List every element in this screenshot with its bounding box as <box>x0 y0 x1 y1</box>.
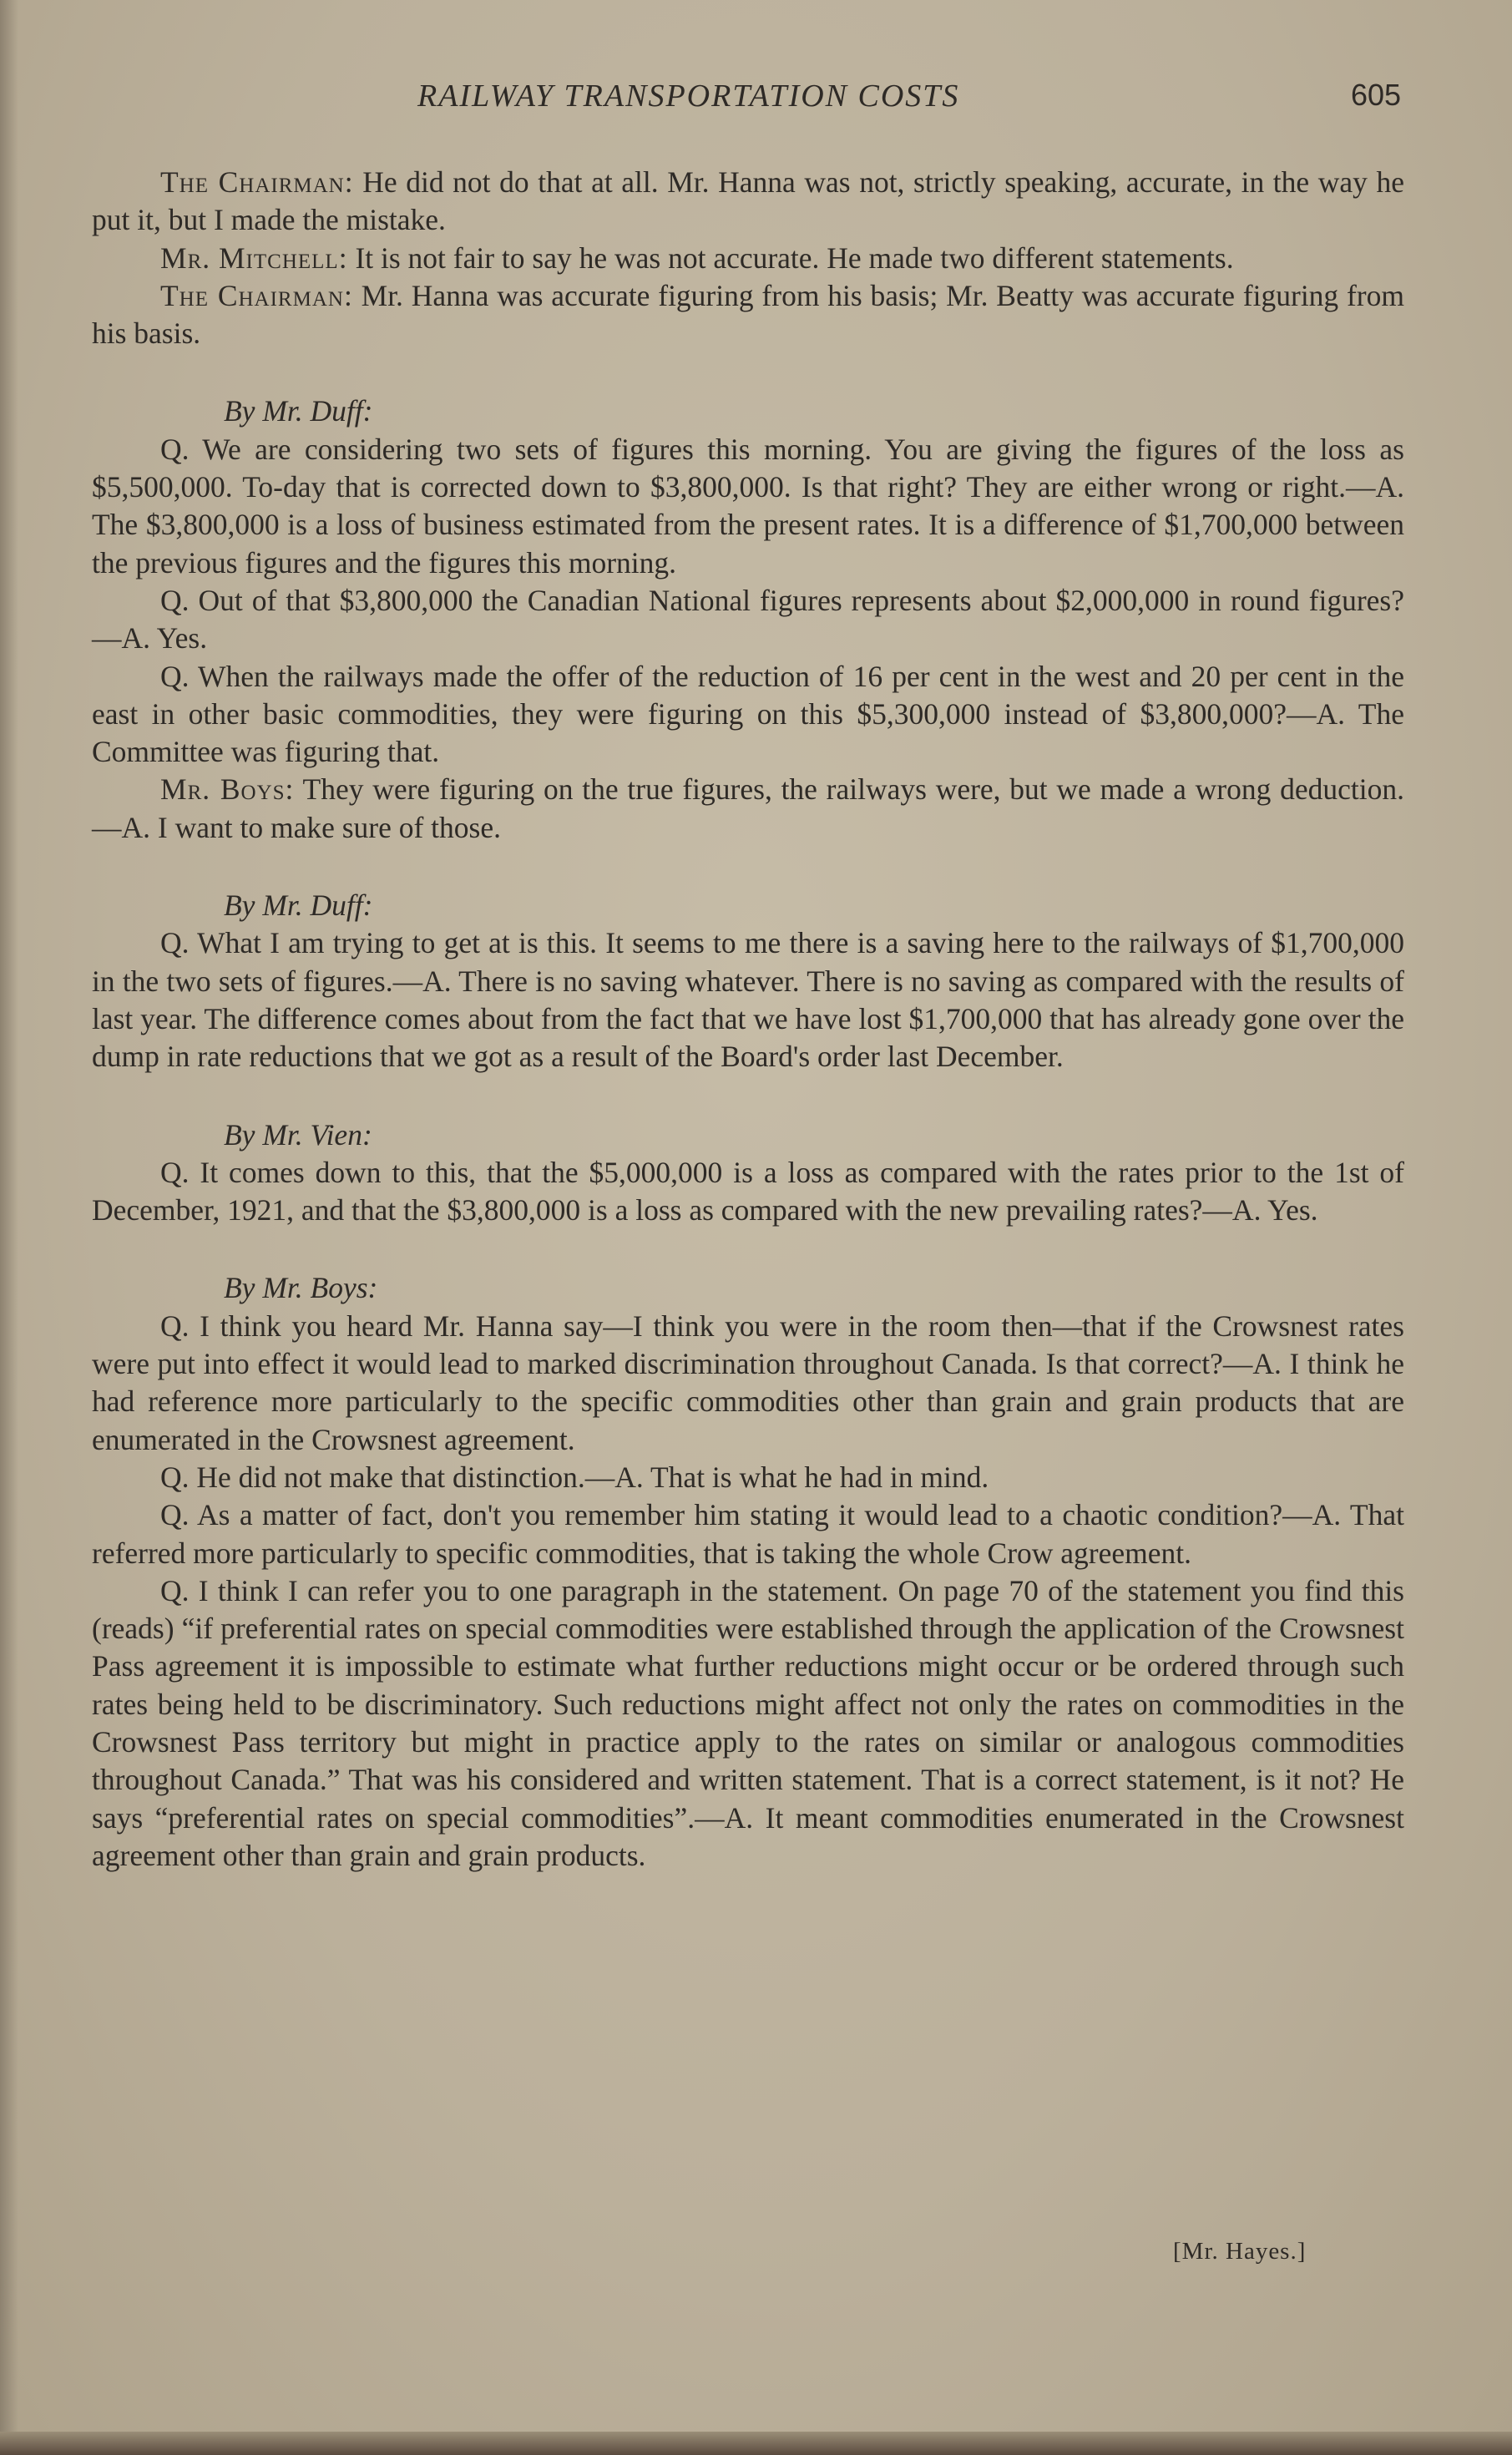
page-bottom-edge <box>0 2432 1512 2455</box>
qa-paragraph: Q. He did not make that distinction.—A. That is what he had in mind. <box>160 1460 989 1494</box>
speaker-label: Mr. Boys: <box>160 772 295 807</box>
qa-paragraph: Q. It comes down to this, that the $5,000,000 is a loss as compared with the rates prior to the 1st of December, 1921, and that the $3,800,000 is a loss as compared with the new prevailing rates?—A. Yes. <box>92 1155 1404 1228</box>
examiner-heading: By Mr. Duff: <box>224 888 373 923</box>
examiner-heading: By Mr. Vien: <box>224 1117 372 1152</box>
qa-paragraph: Q. We are considering two sets of figures this morning. You are giving the figures of the loss as $5,500,000. To-day that is corrected down to $3,800,000. Is that right? They are either wrong or right.—A. The $3,800,000 is a loss of business estimated from the present rates. It is a difference of $1,700,000 between the previous figures and the figures this morning. <box>92 432 1404 580</box>
speaker-label: The Chairman: <box>160 165 354 199</box>
footer-note: [Mr. Hayes.] <box>1173 2238 1307 2265</box>
qa-paragraph: Q. I think I can refer you to one paragraph in the statement. On page 70 of the statement you find this (reads) “if preferential rates on special commodities were established through the application of the Crowsnest Pass agreement it is impossible to estimate what further reductions might occur or be ordered through such rates being held to be discriminatory. Such reductions might affect not only the rates on commodities in the Crowsnest Pass territory but might in practice apply to the rates on similar or analogous commodities throughout Canada.” That was his considered and written statement. That is a correct statement, is it not? He says “preferential rates on special commodities”.—A. It meant commodities enumerated in the Crowsnest agreement other than grain and grain products. <box>92 1573 1404 1872</box>
examiner-heading: By Mr. Boys: <box>224 1271 378 1305</box>
running-head: RAILWAY TRANSPORTATION COSTS <box>417 78 960 114</box>
paragraph-boys <box>92 771 1404 847</box>
paragraph-text: They were figuring on the true figures, the railways were, but we made a wrong deduction.—A. I want to make sure of those. <box>92 772 1404 844</box>
examiner-heading: By Mr. Duff: <box>224 394 373 428</box>
paragraph-2 <box>92 240 1404 277</box>
body-text <box>92 164 1404 1875</box>
qa-paragraph: Q. What I am trying to get at is this. It seems to me there is a saving here to the railways of $1,700,000 in the two sets of figures.—A. There is no saving whatever. There is no saving as compared with the results of last year. The difference comes about from the fact that we have lost $1,700,000 that has already gone over the dump in rate reductions that we got as a result of the Board's order last December. <box>92 926 1404 1074</box>
paragraph-text: Mr. Hanna was accurate figuring from his basis; Mr. Beatty was accurate figuring from his basis. <box>92 278 1404 351</box>
section-gap <box>92 1229 1404 1269</box>
paragraph-text: He did not do that at all. Mr. Hanna was not, strictly speaking, accurate, in the way he put it, but I made the mistake. <box>92 165 1405 237</box>
speaker-label: The Chairman: <box>160 278 353 312</box>
section-gap <box>92 1076 1404 1116</box>
section-gap <box>92 847 1404 887</box>
speaker-label: Mr. Mitchell: <box>160 240 348 275</box>
qa-paragraph: Q. As a matter of fact, don't you remember him stating it would lead to a chaotic condition?—A. That referred more particularly to specific commodities, that is taking the whole Crow agreement. <box>92 1498 1404 1570</box>
qa-paragraph: Q. I think you heard Mr. Hanna say—I think you were in the room then—that if the Crowsnest rates were put into effect it would lead to marked discrimination throughout Canada. Is that correct?—A. I think he had reference more particularly to the specific commodities other than grain and grain products that are enumerated in the Crowsnest agreement. <box>92 1308 1404 1456</box>
qa-paragraph: Q. When the railways made the offer of the reduction of 16 per cent in the west and 20 per cent in the east in other basic commodities, they were figuring on this $5,300,000 instead of $3,800,000?—A. The Committee was figuring that. <box>92 659 1404 769</box>
page-binding-shadow <box>0 0 18 2455</box>
paragraph-1 <box>92 164 1404 240</box>
page-number: 605 <box>1351 78 1402 112</box>
paragraph-text: It is not fair to say he was not accurate. He made two different statements. <box>355 240 1234 275</box>
paragraph-3 <box>92 277 1404 353</box>
qa-paragraph: Q. Out of that $3,800,000 the Canadian National figures represents about $2,000,000 in round figures?—A. Yes. <box>92 583 1404 656</box>
section-gap <box>92 352 1404 392</box>
